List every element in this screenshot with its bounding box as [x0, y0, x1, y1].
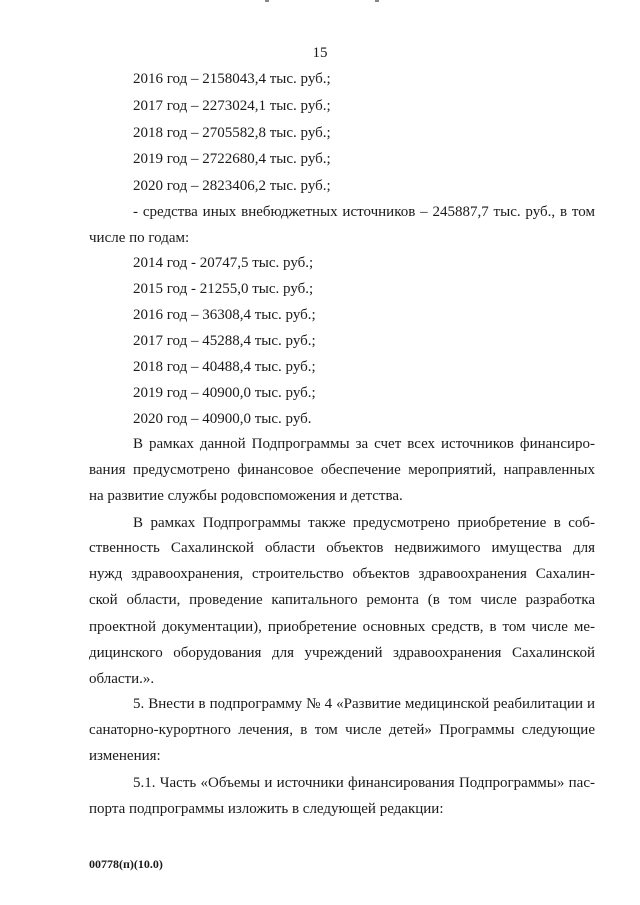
funding-year-line: 2020 год – 2823406,2 тыс. руб.; [133, 178, 331, 194]
paragraph-line: В рамках Подпрограммы также предусмотрено приобретение в соб- [133, 515, 595, 531]
paragraph-line: проектной документации), приобретение основных средств, в том числе ме- [89, 619, 595, 635]
paragraph-line: дицинского оборудования для учреждений здравоохранения Сахалинской [89, 645, 595, 661]
funding-year-line: 2014 год - 20747,5 тыс. руб.; [133, 255, 314, 271]
paragraph-line: на развитие службы родовспоможения и детства. [89, 488, 403, 504]
extra-budget-line: - средства иных внебюджетных источников – 245887,7 тыс. руб., в том [133, 204, 595, 220]
paragraph-line: области.». [89, 671, 155, 687]
funding-year-line: 2018 год – 40488,4 тыс. руб.; [133, 359, 316, 375]
extra-budget-line: числе по годам: [89, 230, 190, 246]
paragraph-line: изменения: [89, 748, 161, 764]
scan-mark [375, 0, 379, 2]
funding-year-line: 2016 год – 36308,4 тыс. руб.; [133, 307, 316, 323]
funding-year-line: 2019 год – 40900,0 тыс. руб.; [133, 385, 316, 401]
paragraph-line: ской области, проведение капитального ремонта (в том числе разработка [89, 592, 595, 608]
page-number: 15 [312, 45, 328, 61]
document-code: 00778(п)(10.0) [89, 857, 163, 871]
funding-year-line: 2016 год – 2158043,4 тыс. руб.; [133, 71, 331, 87]
paragraph-line: порта подпрограммы изложить в следующей редакции: [89, 801, 444, 817]
paragraph-line: 5.1. Часть «Объемы и источники финансирования Подпрограммы» пас- [133, 775, 595, 791]
funding-year-line: 2020 год – 40900,0 тыс. руб. [133, 411, 312, 427]
funding-year-line: 2017 год – 45288,4 тыс. руб.; [133, 333, 316, 349]
paragraph-line: В рамках данной Подпрограммы за счет всех источников финансиро- [133, 436, 595, 452]
paragraph-line: вания предусмотрено финансовое обеспечение мероприятий, направленных [89, 462, 595, 478]
paragraph-line: нужд здравоохранения, строительство объектов здравоохранения Сахалин- [89, 566, 595, 582]
funding-year-line: 2017 год – 2273024,1 тыс. руб.; [133, 98, 331, 114]
scan-mark [265, 0, 269, 2]
paragraph-line: санаторно-курортного лечения, в том числе детей» Программы следующие [89, 722, 595, 738]
funding-year-line: 2019 год – 2722680,4 тыс. руб.; [133, 151, 331, 167]
funding-year-line: 2018 год – 2705582,8 тыс. руб.; [133, 125, 331, 141]
paragraph-line: ственность Сахалинской области объектов недвижимого имущества для [89, 540, 595, 556]
funding-year-line: 2015 год - 21255,0 тыс. руб.; [133, 281, 314, 297]
paragraph-line: 5. Внести в подпрограмму № 4 «Развитие медицинской реабилитации и [133, 696, 595, 712]
